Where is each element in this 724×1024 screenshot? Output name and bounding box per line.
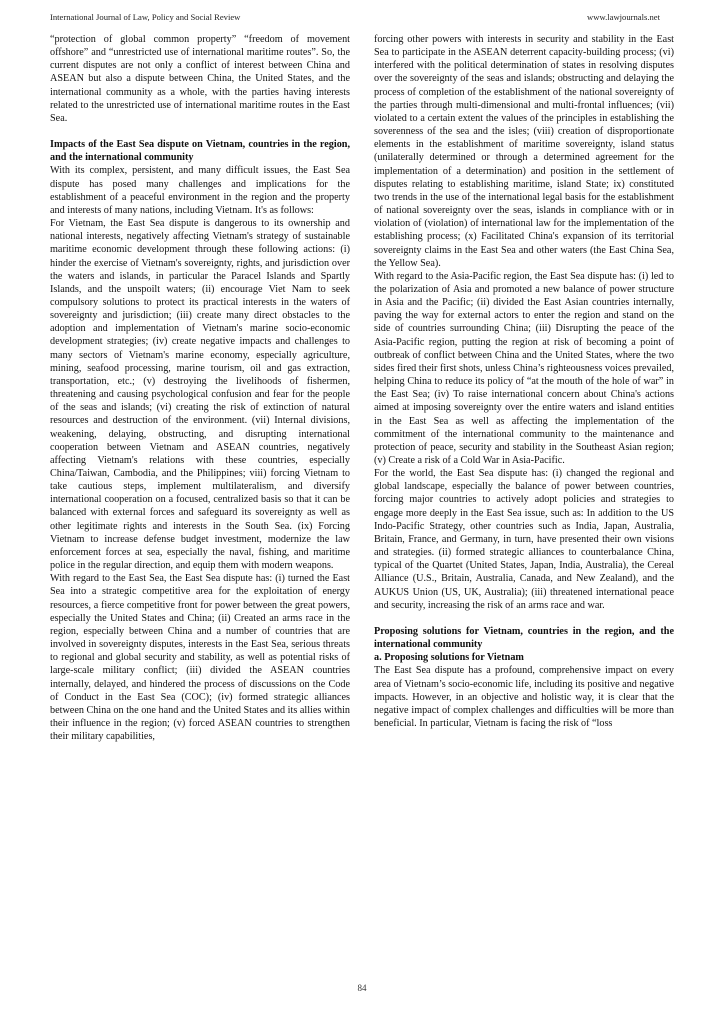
section-heading-impacts: Impacts of the East Sea dispute on Vietnam, countries in the region, and the international community — [50, 139, 350, 164]
section-heading-solutions: Proposing solutions for Vietnam, countries in the region, and the international community — [374, 625, 674, 651]
journal-website: www.lawjournals.net — [587, 12, 660, 22]
east-sea-paragraph: With regard to the East Sea, the East Sea dispute has: (i) turned the East Sea into a strategic competitive area for the exploitation of energy resources, a fierce competitive front for power between the great powers, especially the United States and China; (ii) Created an arms race in the region, especially between China and a number of countries that are involved in sovereignty disputes, interests in the East Sea, serious threats to regional and global security and stability, as well as potential risks of large-scale military conflict; (iii) divided the ASEAN countries internally, delayed, and hindered the process of discussions on the Code of Conduct in the East Sea (COC); (iv) formed strategic alliances between China on the one hand and the United States and its allies within their influence in the region; (v) forced ASEAN countries to strengthen their military capabilities, — [50, 573, 350, 743]
journal-name: International Journal of Law, Policy and Social Review — [50, 12, 241, 22]
continued-paragraph: forcing other powers with interests in security and stability in the East Sea to participate in the ASEAN deterrent capacity-building process; (vi) interfered with the political determination of states in resolving disputes over the sovereignty of the seas and islands; obstructing and delaying the process of completion of the establishment of the national sovereignty of the parties through multi-dimensional and multi-frontal influences; (vii) violated to a certain extent the values of the principles in establishing the soverenness of the sea and the isles; (viii) creation of disproportionate elements in the establishment of maritime sovereignty, island status (unilaterally determined or through a determined agreement for the implementation of a determination) and position in the settlement of disputes relating to establishing maritime, island State; ix) constituted two trends in the use of the international legal basis for the establishment of national sovereignty over the seas, islands in compliance with or in violation of (violation) of international law for the implementation of the establishing process; (x) Facilitated China's expansion of its territorial sovereignty claims in the East Sea and other waters (the East China Sea, the Yellow Sea). — [374, 34, 674, 269]
right-column — [374, 33, 674, 730]
page-number: 84 — [357, 983, 367, 993]
solutions-paragraph: The East Sea dispute has a profound, comprehensive impact on every area of Vietnam’s socio-economic life, including its positive and negative impacts. However, in an objective and holistic way, it is clear that the negative impact of complex challenges and difficulties will be more than beneficial. In particular, Vietnam is facing the risk of “loss — [374, 665, 674, 729]
vietnam-paragraph: For Vietnam, the East Sea dispute is dangerous to its ownership and national interests, negatively affecting Vietnam's strategy of sustainable maritime economic development through these following actions: (i) hinder the exercise of Vietnam's sovereignty, rights, and jurisdiction over the waters and islands, in particular the Paracel Islands and Spartly Islands, and the unspoilt waters; (ii) encourage Viet Nam to seek compulsory solutions to protect its practical interests in the waters of sovereignty and jurisdiction; (iii) create many direct obstacles to the adoption and implementation of Vietnam's marine socio-economic development strategies; (iv) create negative impacts and challenges to many sectors of Vietnam's marine economy, especially agriculture, mining, seafood processing, marine tourism, oil and gas extraction, transportation, etc.; (v) destroying the livelihoods of fishermen, threatening and causing psychological confusion and fear for the people of the seas and islands; (vi) creating the risk of extinction of natural resources and destruction of the environment. (vii) Internal divisions, weakening, delaying, obstructing, and disrupting international cooperation between Vietnam and ASEAN countries, negatively affecting Vietnam's relations with these countries, especially China/Taiwan, Cambodia, and the Philippines; viii) forcing Vietnam to take cautious steps, implement multilateralism, and diversify international cooperation on a focused, centralized basis so that it can be balanced with external forces and safeguard its sovereignty as well as other legitimate rights and interests in the South Sea. (ix) Forcing Vietnam to increase defense budget investment, modernize the law enforcement forces at sea, especially the naval, fishing, and maritime police in the regular direction, and equip them with modern weapons. — [50, 218, 350, 572]
intro-paragraph: “protection of global common property” “freedom of movement offshore” and “unrestricted use of international maritime routes”. So, the current disputes are not only a conflict of interest between China and ASEAN but also a dispute between China, the United States, and the international community as a whole, with the parties having interests related to the unrestricted use of international maritime routes in the East Sea. — [50, 34, 350, 124]
subsection-heading-vietnam: a. Proposing solutions for Vietnam — [374, 652, 524, 664]
left-column — [50, 33, 350, 743]
asia-pacific-paragraph: With regard to the Asia-Pacific region, the East Sea dispute has: (i) led to the polarization of Asia and promoted a new balance of power structure in Asia and the Pacific; (ii) divided the East Asian countries internally, paving the way for external actors to enter the region and stand on the side of countries surrounding China; (iii) Disrupting the peace of the Asia-Pacific region, putting the region at risk of becoming a point of outbreak of conflict between China and the United States, where the two sides fired their first shots, unless China’s righteousness voices prevailed, helping China to reduce its policy of “at the mouth of the hole of war” in the East Sea; (iv) To raise international concern about China's actions aimed at imposing sovereignty over the entire waters and island entities in the East Sea as well as affecting the implementation of the commitment of the international community to the maintenance and protection of peace, security and stability in the Southeast Asian region; (v) Create a risk of a Cold War in Asia-Pacific. — [374, 270, 674, 466]
overview-paragraph: With its complex, persistent, and many difficult issues, the East Sea dispute has posed many challenges and implications for the establishment of a peaceful environment in the region and the property and interests of many nations, including Vietnam. It's as follows: — [50, 165, 350, 216]
world-paragraph: For the world, the East Sea dispute has: (i) changed the regional and global landscape, especially the balance of power between countries, forcing major countries to actively adopt policies and strategies to engage more deeply in the East Sea issue, such as: In addition to the US Indo-Pacific Strategy, other countries such as India, Japan, Australia, Britain, France, and Germany, in turn, have presented their own visions and strategies. (ii) formed strategic alliances to counterbalance China, typical of the Quartet (United States, Japan, India, Australia), the Cereal Alliance (U.S., Britain, Australia, Canada, and New Zealand), and the AUKUS Union (US, UK, Australia); (iii) threatened international peace and security, increasing the risk of an arms race and war. — [374, 468, 674, 611]
running-header — [50, 12, 660, 22]
